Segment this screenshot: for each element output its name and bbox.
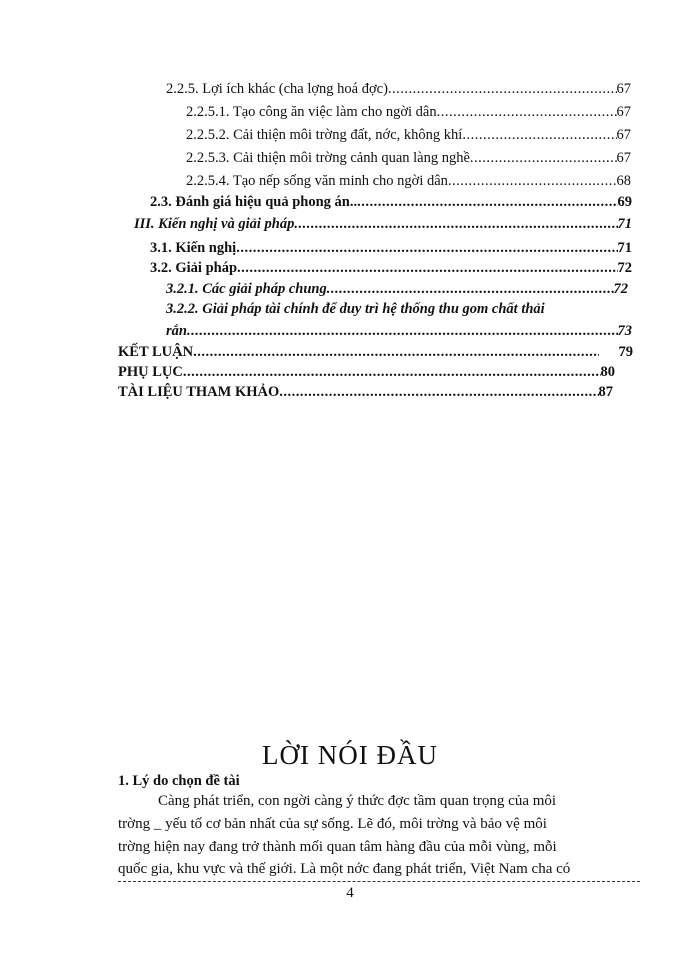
toc-entry-page: 87 <box>598 384 613 400</box>
toc-entry[interactable] <box>150 259 632 277</box>
toc-entry-page: 67 <box>616 150 631 166</box>
toc-entry[interactable] <box>150 239 632 257</box>
toc-entry-page: 79 <box>618 344 633 360</box>
toc-entry-label: III. Kiến nghị và giải pháp <box>134 216 295 232</box>
toc-entry-label: 2.2.5.1. Tạo công ăn việc làm cho ngời dân <box>186 104 437 120</box>
toc-entry-page: 72 <box>613 281 628 297</box>
toc-entry-label: rắn <box>166 323 187 339</box>
toc-entry-page: 67 <box>616 81 631 97</box>
toc-entry[interactable] <box>186 103 631 121</box>
toc-entry-label: 2.2.5.2. Cải thiện môi trờng đất, nớc, không khí <box>186 127 463 143</box>
toc-entry[interactable] <box>150 193 632 211</box>
toc-entry-label: 2.2.5.4. Tạo nếp sống văn minh cho ngời dân <box>186 173 448 189</box>
toc-entry-label: TÀI LIỆU THAM KHẢO <box>118 384 280 400</box>
page-title: LỜI NÓI ĐẦU <box>262 740 438 770</box>
toc-entry[interactable] <box>186 149 631 167</box>
toc-entry-label: 2.2.5. Lợi ích khác (cha lợng hoá đợc) <box>166 81 388 97</box>
toc-entry-label: PHỤ LỤC <box>118 364 183 380</box>
toc-entry-label: 3.2.1. Các giải pháp chung <box>166 281 327 297</box>
toc-entry[interactable] <box>134 215 632 233</box>
toc-entry-label-line1[interactable]: 3.2.2. Giải pháp tài chính để duy trì hệ thống thu gom chất thải <box>166 301 545 317</box>
toc-entry-page: 69 <box>617 194 632 210</box>
page-number: 4 <box>346 885 354 901</box>
toc-entry[interactable] <box>186 126 631 144</box>
toc-entry-label: 3.2. Giải pháp <box>150 260 238 276</box>
toc-entry-page: 71 <box>617 216 632 232</box>
toc-entry-label: 2.2.5.3. Cải thiện môi trờng cảnh quan làng nghề <box>186 150 470 166</box>
toc-entry-page: 73 <box>617 323 632 339</box>
toc-entry[interactable] <box>118 343 633 361</box>
section-title: 1. Lý do chọn đề tài <box>118 773 240 789</box>
paragraph-line: trờng hiện nay đang trở thành mối quan tâm hàng đầu của mỗi vùng, mỗi <box>118 839 557 855</box>
toc-entry[interactable] <box>166 80 631 98</box>
toc-entry-page: 80 <box>600 364 615 380</box>
toc-entry[interactable] <box>166 322 632 340</box>
paragraph-line: Càng phát triển, con ngời càng ý thức đợc tầm quan trọng của môi <box>158 793 557 809</box>
toc-entry-page: 68 <box>616 173 631 189</box>
toc-entry[interactable] <box>166 280 628 298</box>
toc-entry-page: 67 <box>616 127 631 143</box>
paragraph-line: quốc gia, khu vực và thế giới. Là một nớc đang phát triển, Việt Nam cha có <box>118 861 571 877</box>
toc-entry[interactable] <box>118 383 613 401</box>
toc-entry-page: 67 <box>616 104 631 120</box>
toc-entry[interactable] <box>186 172 631 190</box>
toc-entry-label: 2.3. Đánh giá hiệu quả phong án.. <box>150 194 358 210</box>
toc-entry-label: KẾT LUẬN <box>118 344 194 360</box>
toc-entry-label: 3.1. Kiến nghị <box>150 240 237 256</box>
toc-entry-page: 71 <box>617 240 632 256</box>
toc-entry[interactable] <box>118 363 615 381</box>
footer-divider <box>118 881 640 882</box>
toc-entry-page: 72 <box>617 260 632 276</box>
paragraph-line: trờng _ yếu tố cơ bản nhất của sự sống. Lẽ đó, môi trờng và bảo vệ môi <box>118 816 547 832</box>
